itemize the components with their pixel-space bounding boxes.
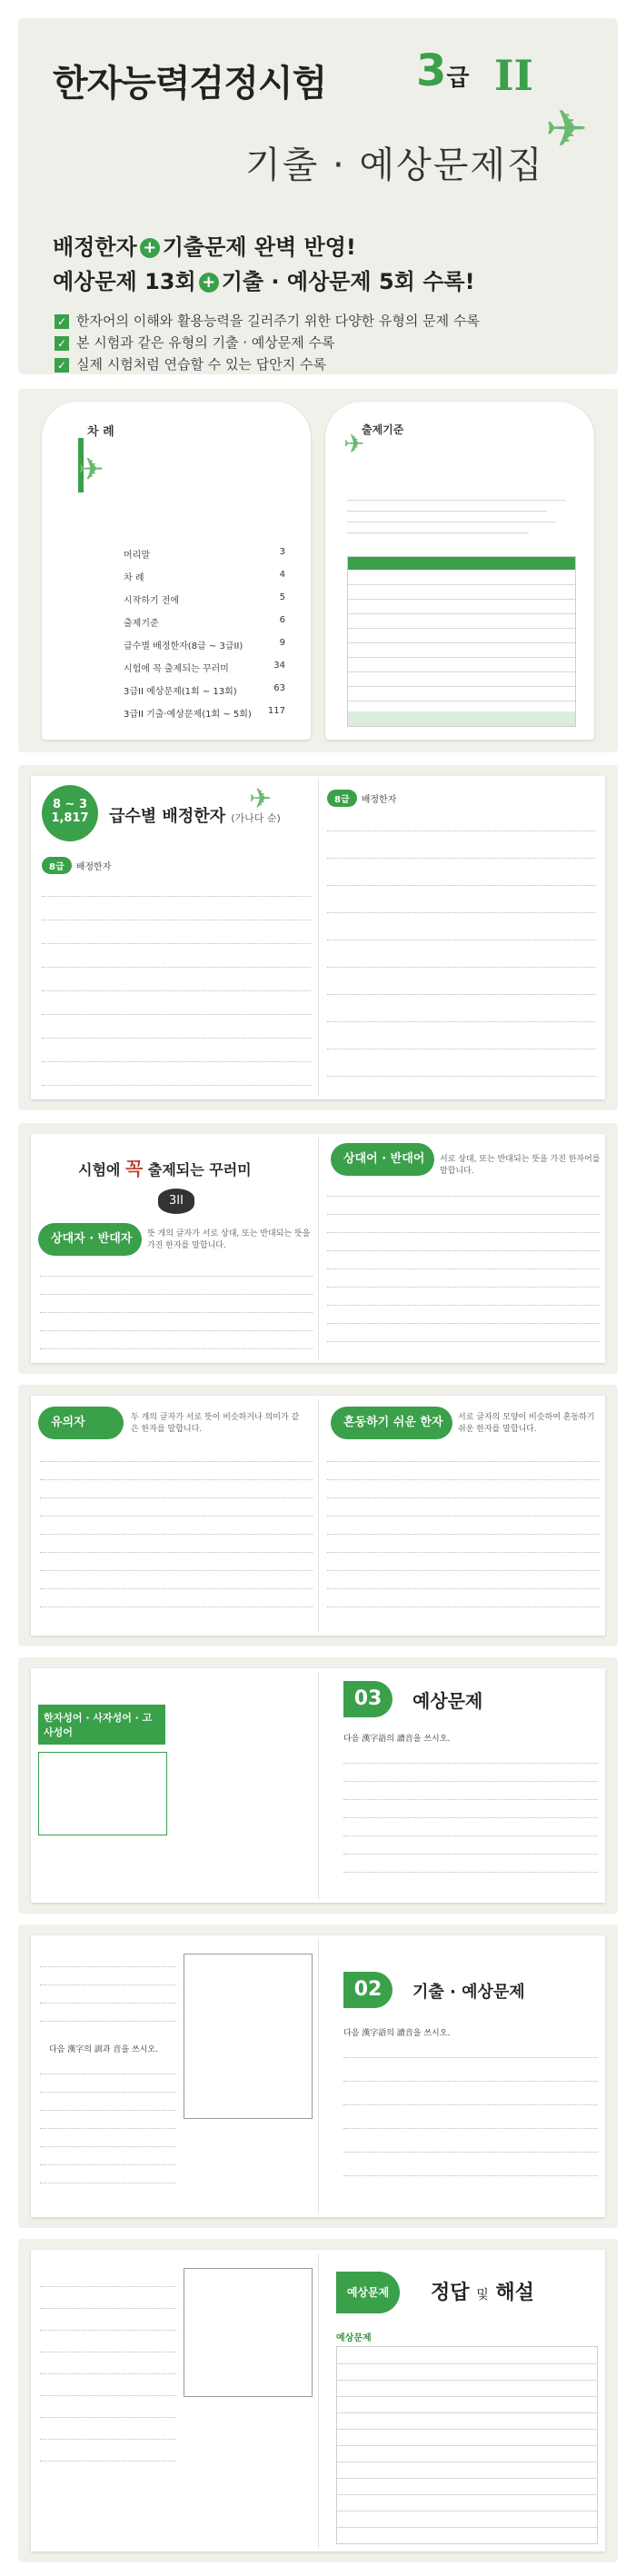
question-instruction: 다음 漢字語의 讀音을 쓰시오. <box>343 1735 451 1744</box>
toc-item-label: 출제기준 <box>124 619 159 629</box>
pair-list-left <box>40 1261 313 1356</box>
check-icon: ✓ <box>55 358 69 373</box>
toc-item-label: 시험에 꼭 출제되는 꾸러미 <box>124 664 229 674</box>
kkureomi-spread <box>31 1134 605 1363</box>
feature-check-3 <box>55 354 326 373</box>
headline-2 <box>53 264 475 295</box>
preview-toc-criteria <box>18 389 618 752</box>
answers-title-a: 정답 <box>431 2282 470 2304</box>
left-heading: 유의자 <box>38 1407 124 1439</box>
plus-icon: + <box>199 273 219 293</box>
toc-title: 차 례 <box>87 425 114 439</box>
page-divider <box>318 1138 319 1359</box>
paper-plane-icon: ✈ <box>545 100 588 159</box>
preview-kkureomi <box>18 1123 618 1374</box>
feature-text: 본 시험과 같은 유형의 기출 · 예상문제 수록 <box>76 334 335 351</box>
question-lines <box>343 1750 598 1895</box>
headline-2-a: 예상문제 13회 <box>53 269 196 294</box>
feature-check-1 <box>55 311 480 330</box>
headline-2-b: 기출 · 예상문제 5회 수록! <box>221 269 475 294</box>
plus-icon: + <box>140 238 160 258</box>
headline-1-a: 배정한자 <box>53 234 137 260</box>
left-heading: 한자성어 · 사자성어 · 고사성어 <box>38 1705 165 1745</box>
answers-title <box>431 2277 534 2305</box>
toc-item-page: 5 <box>279 592 285 602</box>
page-divider <box>318 1672 319 1899</box>
toc-item-label: 차 례 <box>124 573 144 583</box>
question-lines <box>343 2044 598 2208</box>
page-divider <box>318 1939 319 2213</box>
confusing-hanja-list <box>327 1447 600 1628</box>
grade-roman: II <box>494 51 534 100</box>
answers-title-b: 및 <box>476 2288 489 2302</box>
paper-plane-icon: ✈ <box>78 452 104 488</box>
left-note-box <box>38 1752 167 1835</box>
baejeong-spread <box>31 776 605 1099</box>
hero-banner <box>18 18 618 374</box>
paper-plane-icon: ✈ <box>343 429 365 459</box>
toc-item-label: 3급II 예상문제(1회 ~ 13회) <box>124 687 237 697</box>
kkureomi-title-b: 꼭 <box>124 1158 144 1179</box>
answers-tag: 예상문제 <box>336 2272 400 2313</box>
kkureomi-title-a: 시험에 <box>78 1161 121 1179</box>
page-divider <box>318 780 319 1096</box>
paper-plane-icon: ✈ <box>249 783 273 815</box>
toc-item-page: 4 <box>279 570 285 580</box>
toc-page <box>42 402 311 740</box>
kkureomi-title <box>78 1154 252 1180</box>
question-instruction: 다음 漢字語의 讀音을 쓰시오. <box>343 2029 451 2038</box>
check-icon: ✓ <box>55 336 69 351</box>
preview-answers <box>18 2239 618 2562</box>
page-divider <box>318 1399 319 1632</box>
hanja-list-left <box>42 878 311 1090</box>
answer-lines-bottom <box>40 2061 176 2206</box>
right-section-label <box>327 789 396 807</box>
headline-1-b: 기출문제 완벽 반영! <box>162 234 356 260</box>
section-title: 예상문제 <box>412 1690 483 1712</box>
toc-item-label: 3급II 기출·예상문제(1회 ~ 5회) <box>124 710 252 720</box>
explanation-box <box>184 2268 313 2397</box>
left-description: 뜻 개의 글자가 서로 상대, 또는 반대되는 뜻을 가진 한자를 말합니다. <box>147 1229 311 1250</box>
toc-item-page: 6 <box>279 615 285 625</box>
grade-label <box>416 45 470 96</box>
gichul-spread <box>31 1935 605 2217</box>
feature-check-2 <box>55 333 334 352</box>
toc-item-label: 급수별 배정한자(8급 ~ 3급II) <box>124 642 243 651</box>
baejeong-title-text: 급수별 배정한자 <box>109 807 225 826</box>
answers-spread <box>31 2250 605 2551</box>
grade-pill: 8급 <box>42 857 72 874</box>
feature-text: 한자어의 이해와 활용능력을 길러주기 위한 다양한 유형의 문제 수록 <box>76 313 480 329</box>
right-heading: 상대어 · 반대어 <box>331 1143 434 1176</box>
kkureomi-title-c: 출제되는 꾸러미 <box>147 1161 252 1179</box>
grade-pill-label: 배정한자 <box>361 795 397 805</box>
book-subtitle: 기출 · 예상문제집 <box>245 144 544 186</box>
right-heading: 혼동하기 쉬운 한자 <box>331 1407 452 1439</box>
right-description: 서로 상대, 또는 반대되는 뜻을 가진 한자어를 말합니다. <box>440 1155 601 1176</box>
synonym-list <box>40 1447 313 1628</box>
toc-item-label: 시작하기 전에 <box>124 596 180 606</box>
set-number-badge: 03 <box>343 1681 393 1717</box>
toc-item-page: 63 <box>273 683 285 693</box>
headline-1 <box>53 229 356 261</box>
page-divider <box>318 2253 319 2548</box>
preview-gichul <box>18 1925 618 2228</box>
grade-badge: 3II <box>158 1189 194 1214</box>
preview-yuui <box>18 1385 618 1646</box>
hanja-list-right <box>327 812 596 1090</box>
badge-count: 1,817 <box>51 811 89 825</box>
badge-grade: 8 ~ 3 <box>52 798 88 811</box>
toc-item-page: 117 <box>267 706 285 716</box>
answer-lines-top <box>40 1954 176 2035</box>
toc-item-label: 머리말 <box>124 551 150 561</box>
toc-item-page: 34 <box>273 661 285 671</box>
yesang-spread <box>31 1668 605 1903</box>
criteria-notes <box>347 492 574 547</box>
right-description: 서로 글자의 모양이 비슷하여 혼동하기 쉬운 한자를 말합니다. <box>458 1413 595 1434</box>
baejeong-title-note: (가나다 순) <box>231 812 281 824</box>
preview-baejeong <box>18 765 618 1110</box>
grade-pill-label: 배정한자 <box>75 862 112 872</box>
answer-lines-left <box>40 2268 176 2541</box>
question-instruction: 다음 漢字의 訓과 音을 쓰시오. <box>49 2045 158 2054</box>
pair-list-right <box>327 1183 600 1356</box>
preview-yesang <box>18 1657 618 1914</box>
yuui-spread <box>31 1396 605 1636</box>
feature-text: 실제 시험처럼 연습할 수 있는 답안지 수록 <box>76 356 326 373</box>
left-section-label <box>42 856 111 874</box>
left-description: 두 개의 글자가 서로 뜻이 비슷하거나 의미가 같은 한자를 말합니다. <box>131 1413 300 1434</box>
answers-subheading: 예상문제 <box>336 2333 372 2343</box>
toc-item-page: 3 <box>279 547 285 557</box>
answers-title-c: 해설 <box>495 2282 534 2304</box>
grade-pill: 8급 <box>327 790 357 807</box>
passage-box <box>184 1954 313 2119</box>
toc-item-page: 9 <box>279 638 285 648</box>
criteria-page <box>325 402 594 740</box>
section-title: 기출 · 예상문제 <box>412 1983 525 2002</box>
check-icon: ✓ <box>55 314 69 329</box>
grade-count-badge <box>42 785 98 841</box>
grade-number: 3 <box>416 45 447 96</box>
grade-unit: 급 <box>446 65 470 92</box>
left-heading: 상대자 · 반대자 <box>38 1223 142 1256</box>
criteria-title: 출제기준 <box>362 423 404 436</box>
criteria-table <box>347 556 576 727</box>
set-number-badge: 02 <box>343 1972 393 2008</box>
answer-grid <box>336 2346 598 2544</box>
book-title: 한자능력검정시험 <box>53 63 327 104</box>
